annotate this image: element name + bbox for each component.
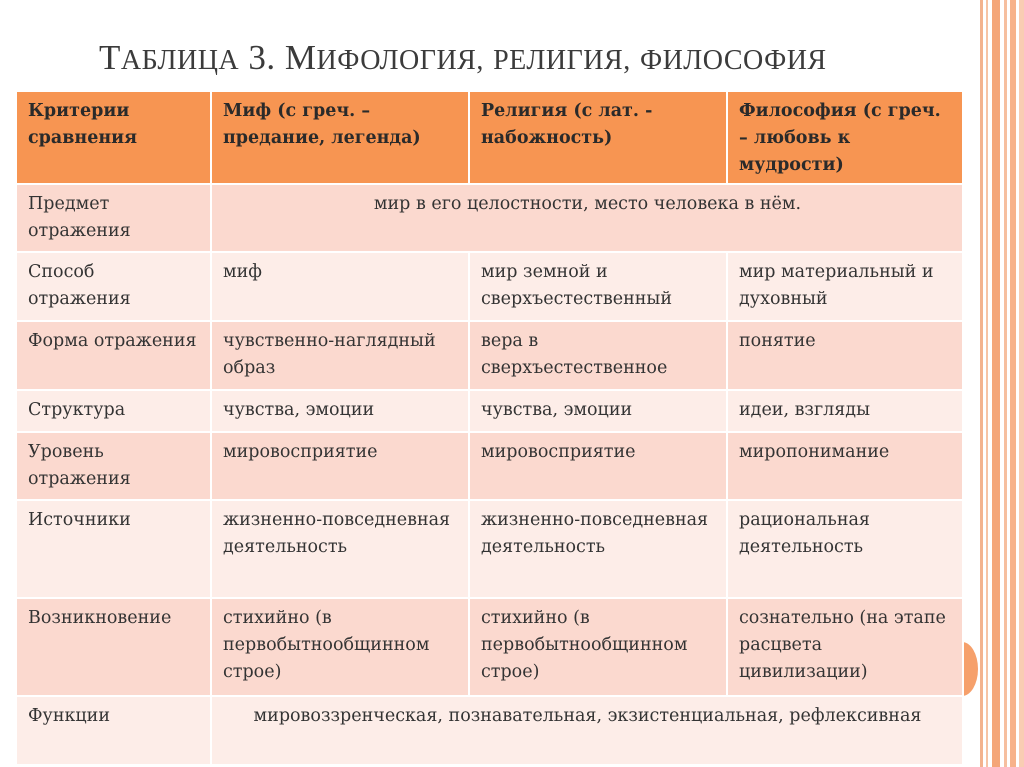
- cell-religion: мир земной и сверхъестественный: [470, 253, 728, 322]
- row-criterion: Источники: [17, 501, 212, 599]
- cell-myth: миф: [212, 253, 470, 322]
- cell-religion: стихийно (в первобытнообщинном строе): [470, 599, 728, 697]
- table-row: [17, 599, 964, 697]
- cell-philosophy: сознательно (на этапе расцвета цивилизации): [728, 599, 964, 697]
- row-criterion: Способ отражения: [17, 253, 212, 322]
- cell-religion: чувства, эмоции: [470, 391, 728, 433]
- row-merged-value: мировоззренческая, познавательная, экзистенциальная, рефлексивная: [212, 697, 964, 766]
- header-philosophy: Философия (с греч. – любовь к мудрости): [728, 92, 964, 185]
- slide-title: ТАБЛИЦА 3. МИФОЛОГИЯ, РЕЛИГИЯ, ФИЛОСОФИЯ: [99, 38, 827, 77]
- row-criterion: Форма отражения: [17, 322, 212, 391]
- decorative-stripes: [980, 0, 1024, 767]
- cell-myth: чувственно-наглядный образ: [212, 322, 470, 391]
- table-header-row: [17, 92, 964, 185]
- header-criteria: Критерии сравнения: [17, 92, 212, 185]
- cell-myth: стихийно (в первобытнообщинном строе): [212, 599, 470, 697]
- cell-religion: жизненно-повседневная деятельность: [470, 501, 728, 599]
- row-criterion: Уровень отражения: [17, 433, 212, 501]
- cell-religion: вера в сверхъестественное: [470, 322, 728, 391]
- row-criterion: Возникновение: [17, 599, 212, 697]
- table-row: [17, 433, 964, 501]
- table-row: [17, 501, 964, 599]
- cell-philosophy: понятие: [728, 322, 964, 391]
- table-row: [17, 391, 964, 433]
- comparison-table: [17, 92, 964, 766]
- cell-religion: мировосприятие: [470, 433, 728, 501]
- cell-myth: чувства, эмоции: [212, 391, 470, 433]
- row-criterion: Структура: [17, 391, 212, 433]
- row-merged-value: мир в его целостности, место человека в нём.: [212, 185, 964, 253]
- cell-myth: жизненно-повседневная деятельность: [212, 501, 470, 599]
- cell-myth: мировосприятие: [212, 433, 470, 501]
- row-criterion: Функции: [17, 697, 212, 766]
- cell-philosophy: миропонимание: [728, 433, 964, 501]
- header-religion: Религия (с лат. - набожность): [470, 92, 728, 185]
- table-row: [17, 322, 964, 391]
- header-myth: Миф (с греч. – предание, легенда): [212, 92, 470, 185]
- table-row: [17, 697, 964, 766]
- table-row: [17, 185, 964, 253]
- table-row: [17, 253, 964, 322]
- cell-philosophy: идеи, взгляды: [728, 391, 964, 433]
- cell-philosophy: рациональная деятельность: [728, 501, 964, 599]
- cell-philosophy: мир материальный и духовный: [728, 253, 964, 322]
- row-criterion: Предмет отражения: [17, 185, 212, 253]
